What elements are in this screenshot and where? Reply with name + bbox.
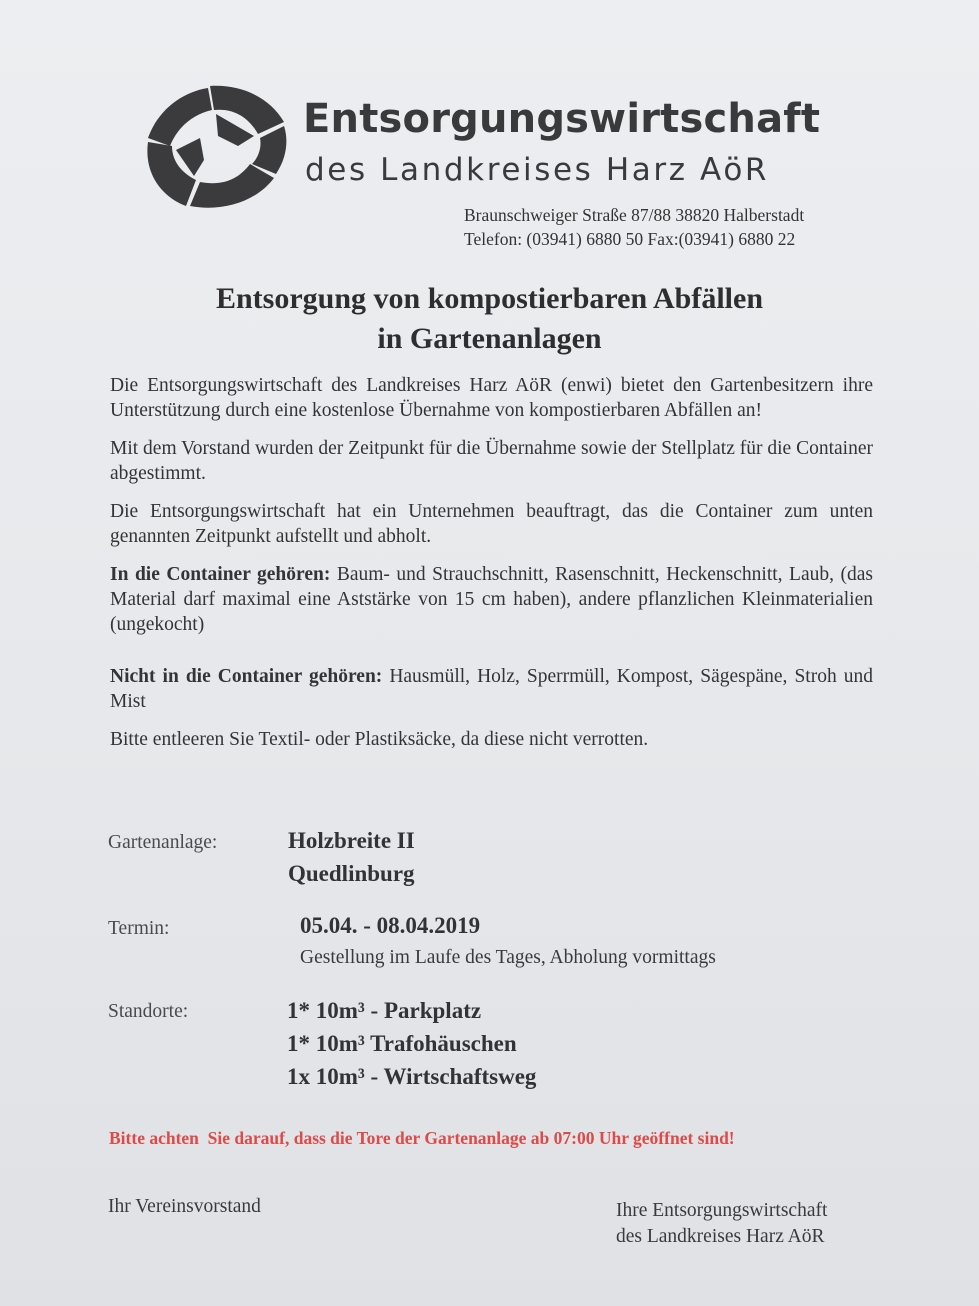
standorte-label: Standorte: bbox=[108, 1001, 189, 1022]
enwi-logo-icon bbox=[138, 80, 288, 210]
standort-item: 1x 10m³ - Wirtschaftsweg bbox=[287, 1064, 537, 1089]
org-name-line1: Entsorgungswirtschaft bbox=[303, 96, 821, 142]
termin-label: Termin: bbox=[108, 918, 170, 939]
paragraph-not-allowed bbox=[110, 664, 873, 714]
document-title bbox=[0, 279, 979, 359]
gartenanlage-city: Quedlinburg bbox=[288, 861, 415, 886]
not-allowed-label: Nicht in die Container gehören: bbox=[110, 666, 383, 687]
not-allowed-text: Hausmüll, Holz, Sperrmüll, Kompost, Sägespäne, Stroh und Mist bbox=[110, 666, 873, 712]
allowed-text: Baum- und Strauchschnitt, Rasenschnitt, Heckenschnitt, Laub, (das Material darf maximal eine Aststärke von 15 cm haben), andere pflanzlichen Kleinmaterialien (ungekocht) bbox=[110, 564, 873, 635]
paragraph-contractor: Die Entsorgungswirtschaft hat ein Unternehmen beauftragt, das die Container zum unten genannten Zeitpunkt aufstellt und abholt. bbox=[110, 501, 873, 547]
termin-note: Gestellung im Laufe des Tages, Abholung vormittags bbox=[300, 947, 716, 968]
termin-date: 05.04. - 08.04.2019 bbox=[300, 913, 481, 938]
signature-right-line2: des Landkreises Harz AöR bbox=[616, 1226, 825, 1247]
org-name-line2: des Landkreises Harz AöR bbox=[305, 152, 770, 188]
phone-fax-line: Telefon: (03941) 6880 50 Fax:(03941) 6880 22 bbox=[464, 229, 796, 249]
signature-right-line1: Ihre Entsorgungswirtschaft bbox=[616, 1200, 828, 1221]
paragraph-bags: Bitte entleeren Sie Textil- oder Plastiksäcke, da diese nicht verrotten. bbox=[110, 729, 649, 750]
warning-notice: Bitte achten Sie darauf, dass die Tore der Gartenanlage ab 07:00 Uhr geöffnet sind! bbox=[109, 1128, 735, 1148]
gartenanlage-name: Holzbreite II bbox=[288, 828, 415, 853]
standort-item: 1* 10m³ - Parkplatz bbox=[287, 998, 482, 1023]
paragraph-agreement: Mit dem Vorstand wurden der Zeitpunkt für die Übernahme sowie der Stellplatz für die Container abgestimmt. bbox=[110, 438, 873, 484]
gartenanlage-label: Gartenanlage: bbox=[108, 832, 218, 853]
body-text bbox=[110, 373, 873, 765]
paragraph-intro: Die Entsorgungswirtschaft des Landkreises Harz AöR (enwi) bietet den Gartenbesitzern ihre Unterstützung durch eine kostenlose Übernahme von kompostierbaren Abfällen an! bbox=[110, 375, 873, 421]
signature-left: Ihr Vereinsvorstand bbox=[108, 1196, 261, 1217]
standort-item: 1* 10m³ Trafohäuschen bbox=[287, 1031, 517, 1056]
signature-right bbox=[616, 1198, 827, 1250]
paragraph-allowed bbox=[110, 562, 873, 637]
address-line: Braunschweiger Straße 87/88 38820 Halberstadt bbox=[464, 205, 805, 225]
title-line1: Entsorgung von kompostierbaren Abfällen bbox=[215, 282, 764, 315]
address-block bbox=[464, 203, 804, 251]
allowed-label: In die Container gehören: bbox=[110, 564, 331, 585]
title-line2: in Gartenanlagen bbox=[377, 322, 602, 355]
